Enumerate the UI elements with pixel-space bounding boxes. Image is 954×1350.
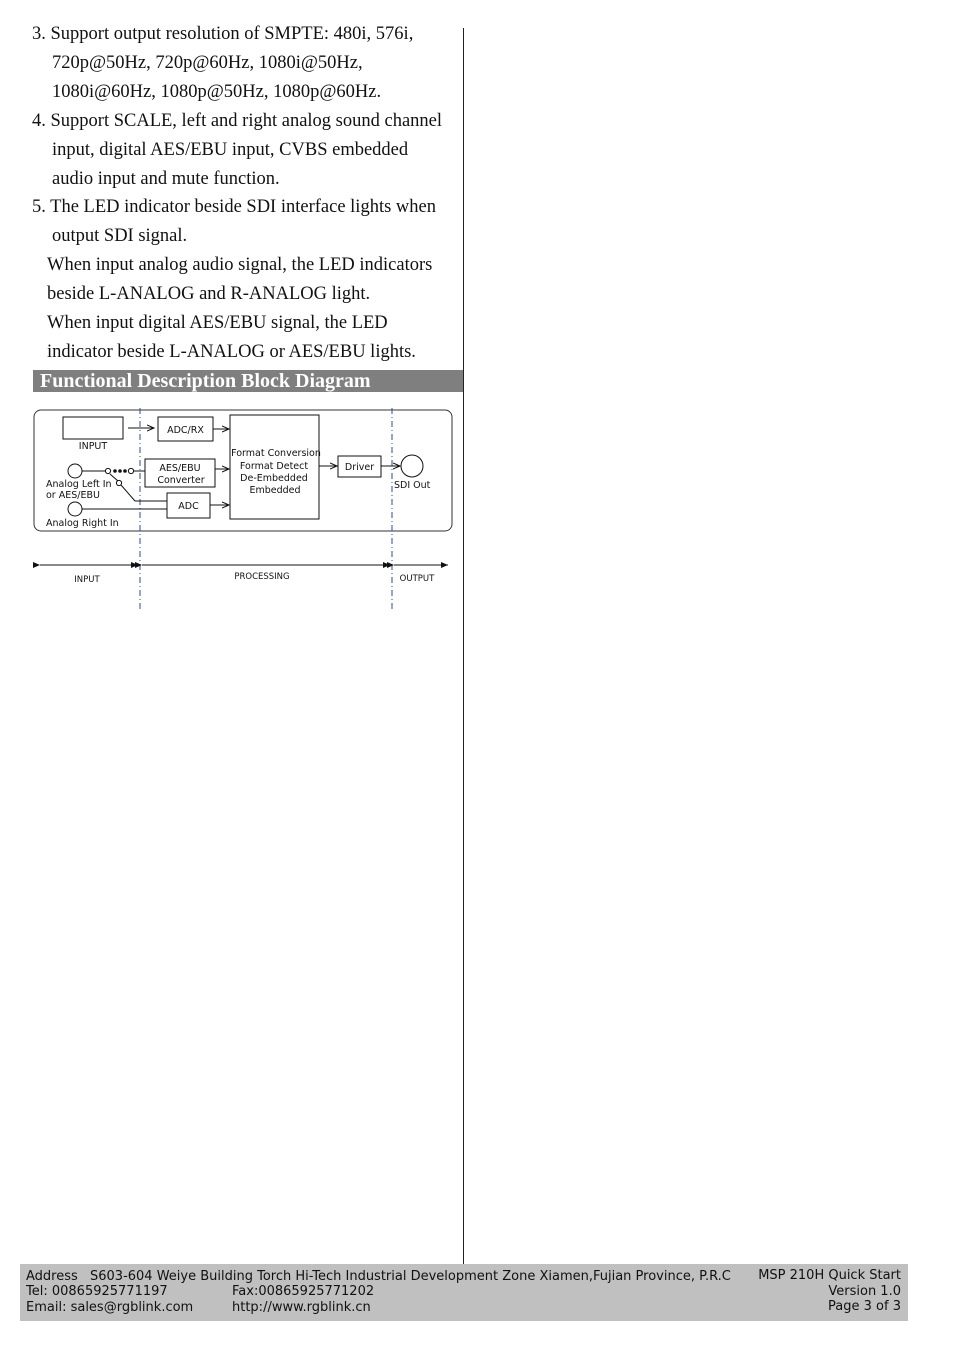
block-diagram [30,400,460,620]
list-item-5-line-1: 5. The LED indicator beside SDI interface lights when [32,197,436,218]
sdi-out-connector-icon [401,455,423,477]
analog-led-note-line-1: When input analog audio signal, the LED indicators [47,255,433,276]
list-item-3-line-2: 720p@50Hz, 720p@60Hz, 1080i@50Hz, [52,52,363,73]
analog-left-connector-icon [68,464,82,478]
footer-product: MSP 210H Quick Start [758,1268,901,1283]
digital-led-note-line-2: indicator beside L-ANALOG or AES/EBU lights. [47,341,416,362]
switch-dot-icon [123,469,127,473]
footer-email: Email: sales@rgblink.com [26,1300,194,1315]
list-item-5-line-2: output SDI signal. [52,226,188,247]
stage-output-label: OUTPUT [399,574,435,584]
footer-page-number: Page 3 of 3 [828,1299,901,1314]
analog-led-note-line-2: beside L-ANALOG and R-ANALOG light. [47,284,371,305]
switch-dot-icon [113,469,117,473]
format-label-line-2: Format Detect [239,461,309,472]
switch-contact-lower-icon [116,480,121,485]
digital-led-note-line-1: When input digital AES/EBU signal, the LED [47,313,388,334]
format-label-line-4: Embedded [249,485,301,496]
input-box-label: INPUT [78,441,108,452]
list-item-3-line-3: 1080i@60Hz, 1080p@50Hz, 1080p@60Hz. [52,81,382,102]
footer-website: http://www.rgblink.cn [232,1300,371,1315]
aes-ebu-label-line-2: Converter [157,475,205,486]
analog-right-label: Analog Right In [46,518,119,529]
switch-contact-icon [128,468,133,473]
feature-list [32,20,462,367]
list-item-4-line-3: audio input and mute function. [52,168,280,189]
analog-right-connector-icon [68,502,82,516]
stage-input-label: INPUT [74,575,100,585]
adc-rx-label: ADC/RX [167,425,204,436]
list-item-4-line-1: 4. Support SCALE, left and right analog sound channel [32,110,443,131]
footer-tel: Tel: 00865925771197 [26,1284,168,1299]
footer-version: Version 1.0 [828,1284,901,1299]
format-label-line-1: Format Conversion [231,448,321,459]
switch-node-icon [105,468,110,473]
analog-left-label-line-1: Analog Left In [46,479,112,490]
sdi-out-label: SDI Out [394,480,431,491]
list-item-4-line-2: input, digital AES/EBU input, CVBS embedded [52,139,409,160]
page-footer [20,1264,908,1321]
switch-dot-icon [118,469,122,473]
footer-fax: Fax:00865925771202 [232,1284,375,1299]
adc-label: ADC [178,501,199,512]
format-label-line-3: De-Embedded [240,473,308,484]
driver-label: Driver [344,462,375,473]
list-item-3-line-1: 3. Support output resolution of SMPTE: 480i, 576i, [32,24,414,44]
aes-ebu-label-line-1: AES/EBU [159,463,201,474]
analog-left-to-adc-wire [121,485,135,501]
stage-processing-label: PROCESSING [234,572,290,582]
footer-address: S603-604 Weiye Building Torch Hi-Tech Industrial Development Zone Xiamen,Fujian Province, P.R.C [90,1269,731,1284]
analog-left-label-line-2: or AES/EBU [46,490,100,501]
input-box [63,417,123,439]
section-heading: Functional Description Block Diagram [33,370,463,392]
footer-address-label: Address [26,1269,78,1284]
column-divider [463,28,464,1266]
